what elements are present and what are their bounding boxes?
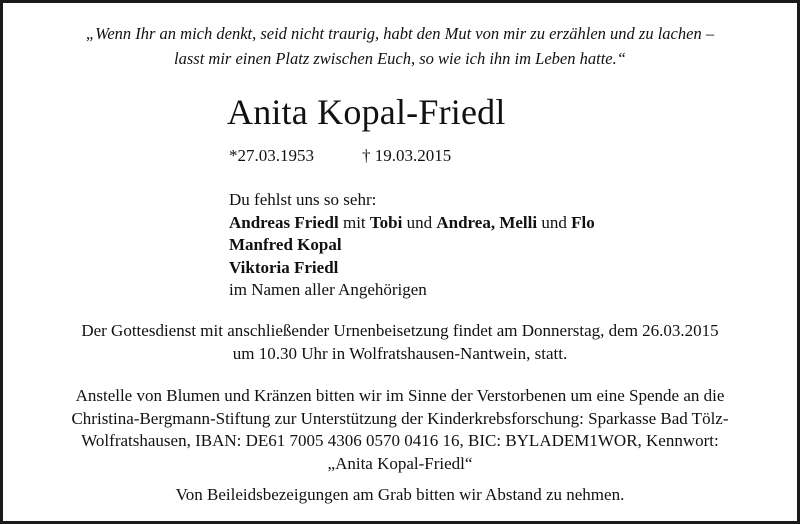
donation-line-2: Christina-Bergmann-Stiftung zur Unterstützung der Kinderkrebsforschung: Sparkasse Bad Tölz- bbox=[71, 408, 729, 428]
mourners-line-1 bbox=[229, 212, 595, 235]
mourners-intro: Du fehlst uns so sehr: bbox=[229, 190, 377, 209]
birth-date: *27.03.1953 bbox=[229, 146, 314, 165]
mourner-connector: und bbox=[537, 212, 572, 232]
mourner-name: Melli bbox=[499, 212, 538, 232]
quote-line-2: lasst mir einen Platz zwischen Euch, so wie ich ihn im Leben hatte.“ bbox=[174, 49, 626, 68]
donation-line-3: Wolfratshausen, IBAN: DE61 7005 4306 0570 0416 16, BIC: BYLADEM1WOR, Kennwort: bbox=[81, 431, 719, 450]
service-announcement bbox=[3, 320, 797, 365]
deceased-name: Anita Kopal-Friedl bbox=[227, 92, 506, 132]
closing-note: Von Beileidsbezeigungen am Grab bitten wir Abstand zu nehmen. bbox=[175, 485, 625, 504]
mourner-name: Flo bbox=[571, 212, 595, 232]
donation-line-4: „Anita Kopal-Friedl“ bbox=[327, 453, 473, 473]
mourner-comma: , bbox=[490, 212, 500, 232]
mourner-name: Tobi bbox=[369, 212, 403, 232]
mourner-name: Andrea bbox=[436, 212, 491, 232]
death-date: † 19.03.2015 bbox=[362, 146, 452, 165]
mourners-line-3 bbox=[229, 257, 595, 280]
mourners-list bbox=[229, 189, 595, 302]
donation-line-1: Anstelle von Blumen und Kränzen bitten wir im Sinne der Verstorbenen um eine Spende an die bbox=[75, 386, 725, 405]
service-line-2: um 10.30 Uhr in Wolfratshausen-Nantwein, statt. bbox=[232, 343, 568, 363]
mourner-connector: und bbox=[402, 212, 437, 232]
quote-line-1: „Wenn Ihr an mich denkt, seid nicht traurig, habt den Mut von mir zu erzählen und zu lachen – bbox=[85, 24, 715, 43]
mourner-name: Andreas Friedl bbox=[229, 212, 339, 232]
service-line-1: Der Gottesdienst mit anschließender Urnenbeisetzung findet am Donnerstag, dem 26.03.2015 bbox=[81, 321, 719, 340]
mourners-line-4: im Namen aller Angehörigen bbox=[229, 280, 427, 299]
mourner-connector: mit bbox=[338, 212, 370, 232]
donation-request bbox=[3, 385, 797, 475]
mourners-line-2 bbox=[229, 234, 595, 257]
mourner-name: Viktoria Friedl bbox=[229, 257, 339, 277]
mourner-name: Manfred Kopal bbox=[229, 235, 342, 254]
